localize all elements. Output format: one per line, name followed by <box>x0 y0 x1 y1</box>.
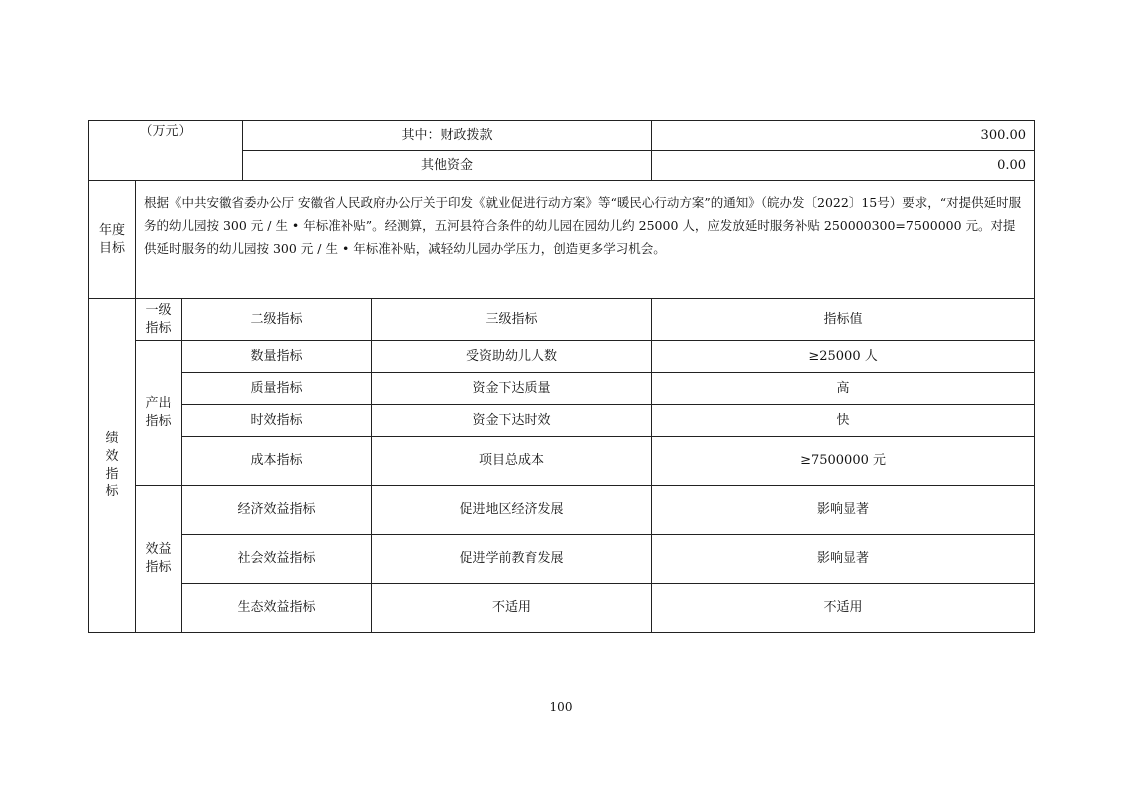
annual-goal-label <box>89 181 136 299</box>
indicator-value: 不适用 <box>652 584 1035 633</box>
page-number: 100 <box>549 700 573 714</box>
indicator-level2: 成本指标 <box>182 437 372 486</box>
benefit-group-label-line1: 效益 <box>145 542 172 558</box>
indicator-level2: 数量指标 <box>182 341 372 373</box>
funding-other-value: 0.00 <box>652 151 1035 181</box>
indicator-header-row <box>89 299 1035 341</box>
header-value: 指标值 <box>652 299 1035 341</box>
header-level1 <box>136 299 182 341</box>
header-level2: 二级指标 <box>182 299 372 341</box>
funding-fiscal-value: 300.00 <box>652 121 1035 151</box>
indicator-level2: 生态效益指标 <box>182 584 372 633</box>
indicator-row <box>89 486 1035 535</box>
output-group-label <box>136 341 182 486</box>
indicator-row <box>89 584 1035 633</box>
indicator-row <box>89 437 1035 486</box>
indicator-level3: 不适用 <box>372 584 652 633</box>
performance-side-label-char: 效 <box>105 448 119 464</box>
performance-goal-table-wrapper <box>88 120 1034 633</box>
indicator-level2: 社会效益指标 <box>182 535 372 584</box>
annual-goal-row <box>89 181 1035 299</box>
indicator-row <box>89 341 1035 373</box>
annual-goal-label-line2: 目标 <box>98 240 125 256</box>
annual-goal-text: 根据《中共安徽省委办公厅 安徽省人民政府办公厅关于印发《就业促进行动方案》等“暖民心行动方案”的通知》（皖办发〔2022〕15号）要求，“对提供延时服务的幼儿园按 300 元 / 生 • 年标准补贴”。经测算，五河县符合条件的幼儿园在园幼儿约 25000 人，应发放延时服务补贴 250000300=7500000 元。对提供延时服务的幼儿园按 300 元 / 生 • 年标准补贴，减轻幼儿园办学压力，创造更多学习机会。 <box>136 181 1035 299</box>
benefit-group-label-line2: 指标 <box>145 560 172 575</box>
indicator-row <box>89 535 1035 584</box>
funding-fiscal-label: 其中：财政拨款 <box>243 121 652 151</box>
performance-side-label-char: 标 <box>105 484 119 500</box>
header-level3: 三级指标 <box>372 299 652 341</box>
indicator-level2: 质量指标 <box>182 373 372 405</box>
indicator-value: ≥25000 人 <box>652 341 1035 373</box>
indicator-value: ≥7500000 元 <box>652 437 1035 486</box>
header-level1-line1: 一级 <box>145 302 172 318</box>
output-group-label-line2: 指标 <box>145 414 172 429</box>
indicator-level2: 时效指标 <box>182 405 372 437</box>
indicator-level3: 促进地区经济发展 <box>372 486 652 535</box>
performance-side-label-char: 绩 <box>105 431 119 447</box>
indicator-level3: 促进学前教育发展 <box>372 535 652 584</box>
indicator-row <box>89 373 1035 405</box>
indicator-level2: 经济效益指标 <box>182 486 372 535</box>
performance-side-label <box>89 299 136 633</box>
funding-other-label: 其他资金 <box>243 151 652 181</box>
indicator-level3: 资金下达时效 <box>372 405 652 437</box>
indicator-value: 快 <box>652 405 1035 437</box>
indicator-value: 影响显著 <box>652 535 1035 584</box>
performance-goal-table <box>88 120 1035 633</box>
performance-side-label-char: 指 <box>105 466 119 482</box>
indicator-level3: 受资助幼儿人数 <box>372 341 652 373</box>
funding-unit-label: （万元） <box>89 121 243 181</box>
output-group-label-line1: 产出 <box>145 396 172 412</box>
indicator-level3: 项目总成本 <box>372 437 652 486</box>
header-level1-line2: 指标 <box>145 320 172 336</box>
indicator-value: 高 <box>652 373 1035 405</box>
indicator-value: 影响显著 <box>652 486 1035 535</box>
indicator-level3: 资金下达质量 <box>372 373 652 405</box>
funding-row-fiscal <box>89 121 1035 151</box>
benefit-group-label <box>136 486 182 633</box>
annual-goal-label-line1: 年度 <box>98 222 125 238</box>
indicator-row <box>89 405 1035 437</box>
